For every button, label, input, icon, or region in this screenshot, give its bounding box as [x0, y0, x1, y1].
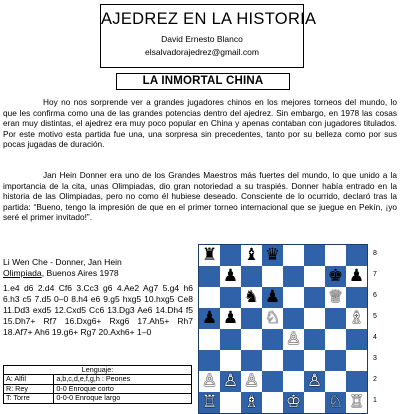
chess-piece: ♜	[201, 245, 218, 265]
board-square-d7	[262, 266, 283, 287]
chess-piece: ♖	[201, 392, 218, 412]
board-square-c7	[241, 266, 262, 287]
legend-cell: a,b,c,d,e,f,g,h : Peones	[54, 375, 192, 384]
board-square-e5	[283, 308, 304, 329]
chess-piece: ♛	[264, 245, 281, 265]
board-square-b1	[220, 392, 241, 413]
chess-board	[198, 244, 368, 414]
legend-cell: 0-0 Enroque corto	[54, 384, 192, 393]
board-square-b5	[220, 308, 241, 329]
board-square-d3	[262, 350, 283, 371]
board-square-a7	[199, 266, 220, 287]
chess-piece: ♙	[285, 329, 302, 349]
notation-legend-table	[3, 365, 192, 404]
board-square-c1	[241, 392, 262, 413]
rank-label: 8	[373, 250, 377, 257]
board-square-f5	[304, 308, 325, 329]
legend-row	[4, 394, 192, 403]
board-square-e3	[283, 350, 304, 371]
board-square-c4	[241, 329, 262, 350]
board-square-e4	[283, 329, 304, 350]
board-square-g8	[325, 245, 346, 266]
event-word: Olimpiada	[3, 268, 42, 278]
chess-piece: ♙	[222, 371, 239, 391]
board-square-a4	[199, 329, 220, 350]
rank-label: 3	[373, 355, 377, 362]
board-square-a5	[199, 308, 220, 329]
rank-label: 1	[373, 397, 377, 404]
board-square-g2	[325, 371, 346, 392]
chess-piece: ♞	[243, 287, 260, 307]
board-square-h5	[346, 308, 367, 329]
board-square-e1	[283, 392, 304, 413]
game-event	[3, 268, 183, 279]
board-square-b7	[220, 266, 241, 287]
paragraph-intro: Hoy no nos sorprende ver a grandes jugadores chinos en los mejores torneos del mundo, lo que les confirma como una de las grandes potencias dentro del ajedrez. Sin embargo, en 1978 las cosas eran muy distintas, el ajedrez era muy poco popular en China y apenas contaban con jugadores titulados. Por este motivo esta partida fue una, una sorpresa sin precedentes, tanto por su belleza como por sus pocas jugadas de duración.	[3, 97, 397, 150]
board-square-c3	[241, 350, 262, 371]
board-square-g1	[325, 392, 346, 413]
board-square-h7	[346, 266, 367, 287]
board-square-d8	[262, 245, 283, 266]
board-square-c8	[241, 245, 262, 266]
game-moves: 1.e4 d6 2.d4 Cf6 3.Cc3 g6 4.Ae2 Ag7 5.g4 h6 6.h3 c5 7.d5 0–0 8.h4 e6 9.g5 hxg5 10.hxg5 Ce8 11.Dd3 exd5 12.Cxd5 Cc6 13.Dg3 Ae6 14.Dh4 f5 15.Dh7+ Rf7 16.Dxg6+ Rxg6 17.Ah5+ Rh7 18.Af7+ Ah6 19.g6+ Rg7 20.Axh6+ 1–0	[3, 283, 193, 337]
board-square-g6	[325, 287, 346, 308]
rank-label: 4	[373, 334, 377, 341]
chess-piece: ♚	[327, 266, 344, 286]
board-square-f6	[304, 287, 325, 308]
chess-piece: ♗	[348, 308, 365, 328]
board-square-g5	[325, 308, 346, 329]
board-square-a8	[199, 245, 220, 266]
rank-label: 7	[373, 271, 377, 278]
board-square-e8	[283, 245, 304, 266]
chess-piece: ♘	[264, 308, 281, 328]
rank-label: 2	[373, 376, 377, 383]
board-square-b8	[220, 245, 241, 266]
author-email: elsalvadorajedrez@gmail.com	[145, 47, 259, 57]
game-header	[3, 257, 183, 279]
board-square-h2	[346, 371, 367, 392]
board-square-f1	[304, 392, 325, 413]
board-square-d2	[262, 371, 283, 392]
chess-piece: ♕	[327, 287, 344, 307]
board-square-f3	[304, 350, 325, 371]
board-square-d6	[262, 287, 283, 308]
board-square-c5	[241, 308, 262, 329]
chess-piece: ♙	[306, 371, 323, 391]
board-square-e6	[283, 287, 304, 308]
section-title: LA INMORTAL CHINA	[116, 73, 290, 90]
board-square-b6	[220, 287, 241, 308]
board-square-f7	[304, 266, 325, 287]
board-square-g4	[325, 329, 346, 350]
board-square-h4	[346, 329, 367, 350]
board-square-a6	[199, 287, 220, 308]
chess-piece: ♟	[348, 266, 365, 286]
board-square-h8	[346, 245, 367, 266]
board-square-g7	[325, 266, 346, 287]
board-square-d5	[262, 308, 283, 329]
board-square-a3	[199, 350, 220, 371]
rank-label: 5	[373, 313, 377, 320]
chess-piece: ♟	[222, 308, 239, 328]
board-square-h1	[346, 392, 367, 413]
page-title: AJEDREZ EN LA HISTORIA	[101, 10, 317, 28]
board-square-f4	[304, 329, 325, 350]
board-square-b2	[220, 371, 241, 392]
chess-piece: ♘	[327, 392, 344, 412]
legend-cell: T: Torre	[4, 394, 54, 403]
legend-row	[4, 384, 192, 393]
board-square-a1	[199, 392, 220, 413]
legend-cell: R: Rey	[4, 384, 54, 393]
chess-piece: ♙	[201, 371, 218, 391]
event-location: , Buenos Aires 1978	[41, 268, 119, 278]
board-square-c6	[241, 287, 262, 308]
board-square-h3	[346, 350, 367, 371]
board-square-d1	[262, 392, 283, 413]
legend-cell: A: Alfil	[4, 375, 54, 384]
game-players: Li Wen Che - Donner, Jan Hein	[3, 257, 122, 267]
board-square-f8	[304, 245, 325, 266]
board-square-d4	[262, 329, 283, 350]
board-square-a2	[199, 371, 220, 392]
board-square-b4	[220, 329, 241, 350]
page-header	[100, 4, 317, 68]
board-square-h6	[346, 287, 367, 308]
paragraph-donner: Jan Hein Donner era uno de los Grandes Maestros más fuertes del mundo, lo que unido a la importancia de la cita, unas Olimpiadas, dio gran notoriedad a su traspiés. Donner había entrado en la historia de las Olimpiadas, pero no como él hubiese deseado. Consciente de lo ocurrido, declaró tras la partida: “Bueno, tengo la impresión de que en el primer torneo internacional que se juegue en Pekín, ¡yo seré el primer invitado!”.	[3, 170, 397, 223]
rank-label: 6	[373, 292, 377, 299]
board-square-e2	[283, 371, 304, 392]
legend-cell: 0-0-0 Enroque largo	[54, 394, 192, 403]
chess-piece: ♟	[264, 287, 281, 307]
board-square-e7	[283, 266, 304, 287]
chess-piece: ♗	[243, 392, 260, 412]
chess-piece: ♟	[222, 266, 239, 286]
legend-header: Lenguaje:	[4, 366, 192, 375]
author-name: David Ernesto Blanco	[161, 34, 243, 44]
legend-header-row	[4, 366, 192, 375]
chess-piece: ♟	[201, 308, 218, 328]
chess-piece: ♔	[285, 392, 302, 412]
board-square-g3	[325, 350, 346, 371]
board-square-c2	[241, 371, 262, 392]
chess-piece: ♙	[243, 371, 260, 391]
chess-piece: ♖	[348, 392, 365, 412]
board-square-f2	[304, 371, 325, 392]
legend-row	[4, 375, 192, 384]
board-square-b3	[220, 350, 241, 371]
chess-piece: ♝	[243, 245, 260, 265]
